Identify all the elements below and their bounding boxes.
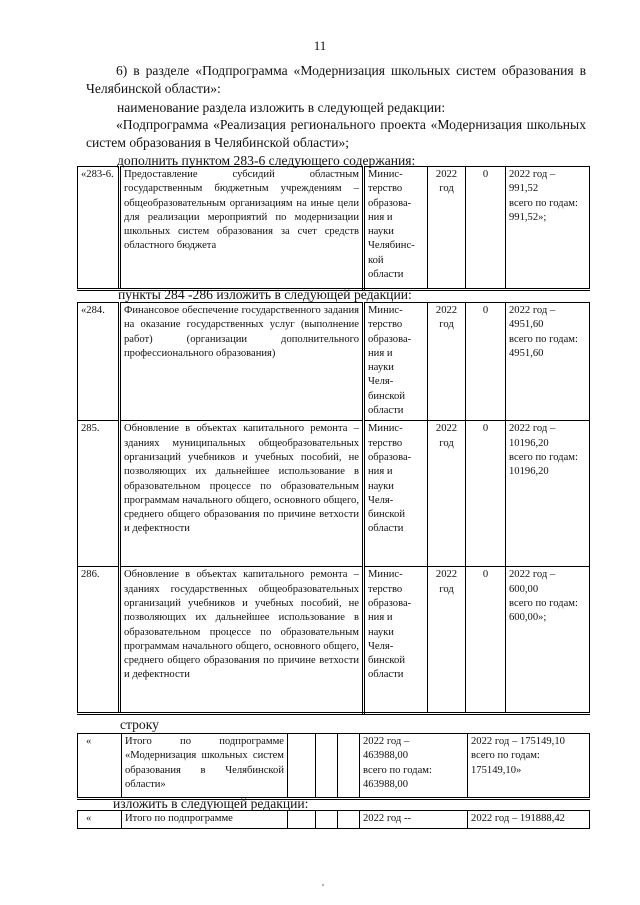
row-word: строку — [120, 717, 159, 732]
table-item-283-6 — [77, 166, 590, 291]
empty-cell — [316, 811, 338, 829]
item-year: 2022 год — [428, 167, 466, 290]
item-amount: 2022 год – 10196,20 всего по годам: 10196,20 — [506, 421, 590, 567]
empty-cell — [338, 811, 360, 829]
item-executor: Минис- терство образова- ния и науки Челя- бинской области — [364, 303, 428, 421]
total-description: Итого по подпрограмме «Модернизация школьных систем образования в Челябинской области» — [122, 734, 288, 799]
empty-cell — [316, 734, 338, 799]
table-old-total — [77, 733, 590, 800]
items-intro: пункты 284 -286 изложить в следующей редакции: — [118, 287, 412, 302]
item-number: 286. — [78, 567, 120, 714]
item-executor: Минис- терство образова- ния и науки Челя- бинской области — [364, 567, 428, 714]
table-new-total — [77, 810, 590, 829]
replace-intro: изложить в следующей редакции: — [113, 796, 309, 811]
item-number: 285. — [78, 421, 120, 567]
new-section-name: «Подпрограмма «Реализация регионального проекта «Модернизация школьных систем образования в Челябинской области»; — [86, 117, 586, 150]
total-description: Итого по подпрограмме — [122, 811, 288, 829]
item-description: Обновление в объектах капитального ремонта – зданиях муниципальных общеобразовательных организаций учебников и учебных пособий, не позволяющих их дальнейшее использование в образовательном процессе по образовательным программам начального общего, основного общего, среднего общего образования по причине ветхости и дефектности — [120, 421, 364, 567]
empty-cell — [338, 734, 360, 799]
quote-mark: « — [78, 811, 122, 829]
item-year: 2022 год — [428, 421, 466, 567]
empty-cell — [288, 734, 316, 799]
total-amount-current: 2022 год – 175149,10 всего по годам: 175149,10» — [468, 734, 590, 799]
add-item-intro: дополнить пунктом 283-6 следующего содержания: — [117, 153, 416, 168]
empty-cell — [288, 811, 316, 829]
item-zero-value: 0 — [466, 303, 506, 421]
scan-dot — [322, 884, 324, 886]
table-items-284-286 — [77, 302, 590, 715]
table-row — [78, 811, 590, 829]
item-description: Предоставление субсидий областным государственным бюджетным учреждениям – общеобразовательным организациям на иные цели для реализации мероприятий по модернизации школьных систем образования за счет средств областного бюджета — [120, 167, 364, 290]
rename-intro: наименование раздела изложить в следующей редакции: — [117, 100, 446, 115]
item-zero-value: 0 — [466, 567, 506, 714]
item-executor: Минис- терство образова- ния и науки Челя- бинской области — [364, 421, 428, 567]
total-amount-previous: 2022 год – 463988,00 всего по годам: 463988,00 — [360, 734, 468, 799]
paragraph-6b: 6) в разделе «Подпрограмма «Модернизация школьных систем образования в Челябинской области»: — [86, 63, 586, 96]
item-number: «283-6. — [78, 167, 120, 290]
item-amount: 2022 год – 600,00 всего по годам: 600,00»; — [506, 567, 590, 714]
item-year: 2022 год — [428, 303, 466, 421]
table-row — [78, 567, 590, 714]
page-number: 11 — [313, 38, 327, 53]
total-amount-current: 2022 год – 191888,42 — [468, 811, 590, 829]
item-year: 2022 год — [428, 567, 466, 714]
item-description: Обновление в объектах капитального ремонта – зданиях государственных общеобразовательных организаций учебников и учебных пособий, не позволяющих их дальнейшее использование в образовательном процессе по образовательным программам начального общего, основного общего, среднего общего образования по причине ветхости и дефектности — [120, 567, 364, 714]
item-zero-value: 0 — [466, 421, 506, 567]
total-amount-previous: 2022 год -- — [360, 811, 468, 829]
table-row — [78, 167, 590, 290]
item-amount: 2022 год – 4951,60 всего по годам: 4951,60 — [506, 303, 590, 421]
item-zero-value: 0 — [466, 167, 506, 290]
item-number: «284. — [78, 303, 120, 421]
item-amount: 2022 год – 991,52 всего по годам: 991,52»; — [506, 167, 590, 290]
item-description: Финансовое обеспечение государственного задания на оказание государственных услуг (выполнение работ) (организации дополнительного профессионального образования) — [120, 303, 364, 421]
item-executor: Минис- терство образова- ния и науки Челябинс- кой области — [364, 167, 428, 290]
table-row — [78, 734, 590, 799]
table-row — [78, 303, 590, 421]
quote-mark: « — [78, 734, 122, 799]
table-row — [78, 421, 590, 567]
